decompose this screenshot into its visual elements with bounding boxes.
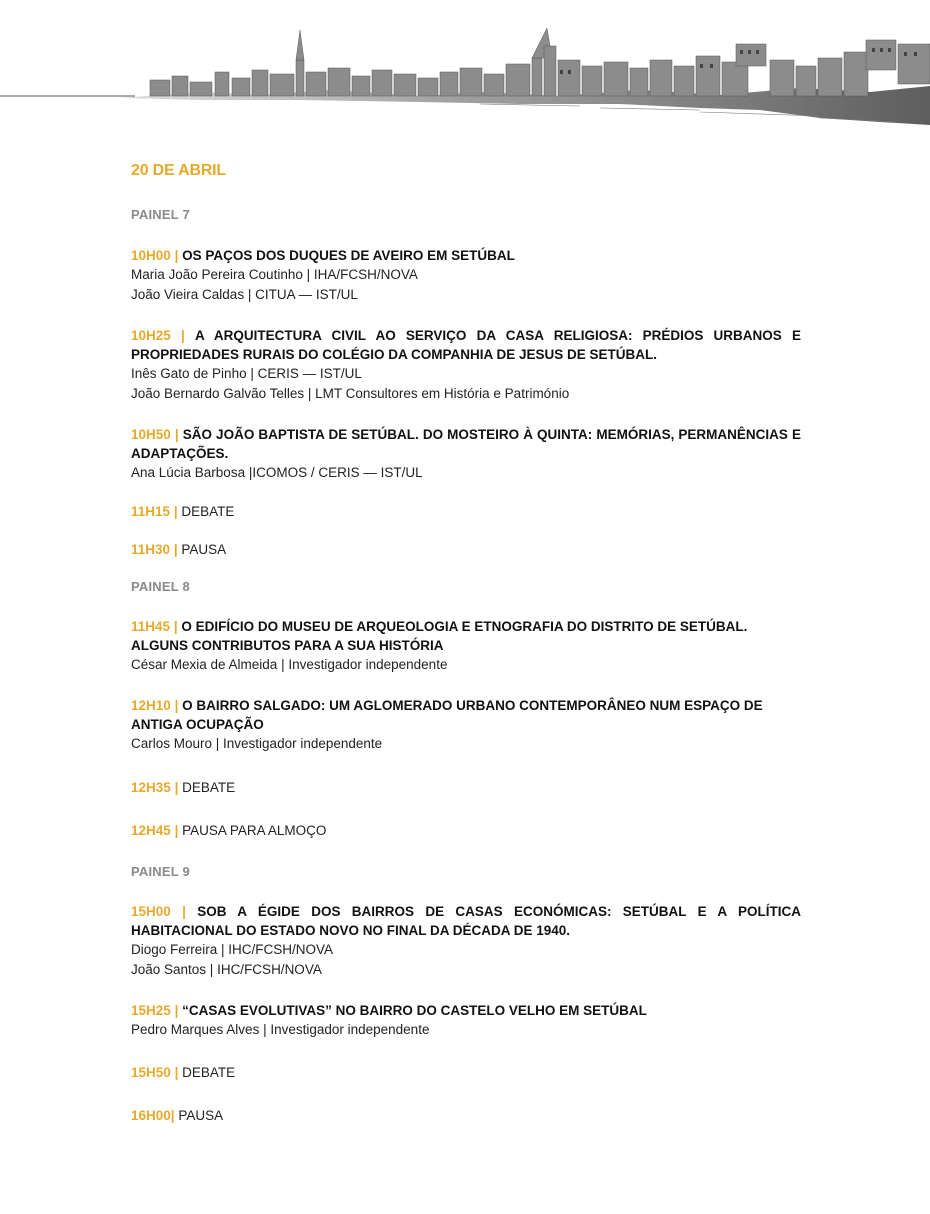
session-label: DEBATE xyxy=(182,780,236,795)
session-author: Maria João Pereira Coutinho | IHA/FCSH/NOVA xyxy=(131,267,418,282)
session-time: 11H45 xyxy=(131,619,171,634)
session-title: SÃO JOÃO BAPTISTA DE SETÚBAL. DO MOSTEIRO À QUINTA: MEMÓRIAS, PERMANÊNCIAS E ADAPTAÇÕES. xyxy=(131,427,801,461)
separator: | xyxy=(174,823,179,838)
separator: | xyxy=(170,1108,175,1123)
session-title: “CASAS EVOLUTIVAS” NO BAIRRO DO CASTELO VELHO EM SETÚBAL xyxy=(182,1003,647,1018)
session xyxy=(131,326,801,404)
session-author: Inês Gato de Pinho | CERIS — IST/UL xyxy=(131,366,362,381)
session-time: 12H45 xyxy=(131,823,171,838)
session-time: 10H50 xyxy=(131,427,171,442)
session xyxy=(131,1106,801,1125)
separator: | xyxy=(174,248,179,263)
session xyxy=(131,617,801,675)
session-title: O EDIFÍCIO DO MUSEU DE ARQUEOLOGIA E ETNOGRAFIA DO DISTRITO DE SETÚBAL. ALGUNS CONTRIBUTOS PARA A SUA HISTÓRIA xyxy=(131,619,748,653)
session xyxy=(131,821,801,840)
session-label: DEBATE xyxy=(181,504,235,519)
session xyxy=(131,1063,801,1082)
session-title: SOB A ÉGIDE DOS BAIRROS DE CASAS ECONÓMICAS: SETÚBAL E A POLÍTICA HABITACIONAL DO ESTADO NOVO NO FINAL DA DÉCADA DE 1940. xyxy=(131,904,801,938)
session xyxy=(131,1001,801,1040)
separator: | xyxy=(173,504,178,519)
session-time: 15H25 xyxy=(131,1003,171,1018)
session-author: João Santos | IHC/FCSH/NOVA xyxy=(131,962,322,977)
session-time: 15H50 xyxy=(131,1065,171,1080)
session-time: 10H00 xyxy=(131,248,171,263)
session-time: 10H25 xyxy=(131,328,171,343)
session-label: PAUSA xyxy=(178,1108,224,1123)
town-skyline-illustration xyxy=(0,0,930,135)
session-time: 16H00 xyxy=(131,1108,171,1123)
separator: | xyxy=(174,698,179,713)
session-time: 12H10 xyxy=(131,698,171,713)
session-author: João Bernardo Galvão Telles | LMT Consultores em História e Património xyxy=(131,386,570,401)
session xyxy=(131,778,801,797)
date-heading: 20 DE ABRIL xyxy=(131,162,227,179)
session-time: 12H35 xyxy=(131,780,171,795)
session-author: Ana Lúcia Barbosa |ICOMOS / CERIS — IST/UL xyxy=(131,465,423,480)
panel-label: PAINEL 8 xyxy=(131,579,190,594)
separator: | xyxy=(174,427,179,442)
session-label: PAUSA xyxy=(181,542,227,557)
separator: | xyxy=(174,780,179,795)
session xyxy=(131,540,801,559)
program-content xyxy=(131,160,801,1125)
session-label: PAUSA PARA ALMOÇO xyxy=(182,823,327,838)
session xyxy=(131,246,801,305)
session-title: O BAIRRO SALGADO: UM AGLOMERADO URBANO CONTEMPORÂNEO NUM ESPAÇO DE ANTIGA OCUPAÇÃO xyxy=(131,698,763,732)
session xyxy=(131,696,801,754)
separator: | xyxy=(180,328,185,343)
separator: | xyxy=(182,904,186,919)
session-author: Diogo Ferreira | IHC/FCSH/NOVA xyxy=(131,942,334,957)
session-title: A ARQUITECTURA CIVIL AO SERVIÇO DA CASA RELIGIOSA: PRÉDIOS URBANOS E PROPRIEDADES RURAIS DO COLÉGIO DA COMPANHIA DE JESUS DE SETÚBAL. xyxy=(131,328,801,362)
session-author: Pedro Marques Alves | Investigador independente xyxy=(131,1022,430,1037)
session-title: OS PAÇOS DOS DUQUES DE AVEIRO EM SETÚBAL xyxy=(182,248,515,263)
session xyxy=(131,502,801,521)
separator: | xyxy=(174,1003,179,1018)
panel-label: PAINEL 9 xyxy=(131,864,190,879)
session xyxy=(131,902,801,980)
session xyxy=(131,425,801,483)
session-time: 11H15 xyxy=(131,504,171,519)
session-time: 11H30 xyxy=(131,542,171,557)
separator: | xyxy=(173,619,178,634)
separator: | xyxy=(174,1065,179,1080)
session-author: Carlos Mouro | Investigador independente xyxy=(131,736,383,751)
session-author: João Vieira Caldas | CITUA — IST/UL xyxy=(131,287,358,302)
separator: | xyxy=(173,542,178,557)
session-time: 15H00 xyxy=(131,904,171,919)
session-label: DEBATE xyxy=(182,1065,236,1080)
panel-label: PAINEL 7 xyxy=(131,207,190,222)
session-author: César Mexia de Almeida | Investigador independente xyxy=(131,657,448,672)
